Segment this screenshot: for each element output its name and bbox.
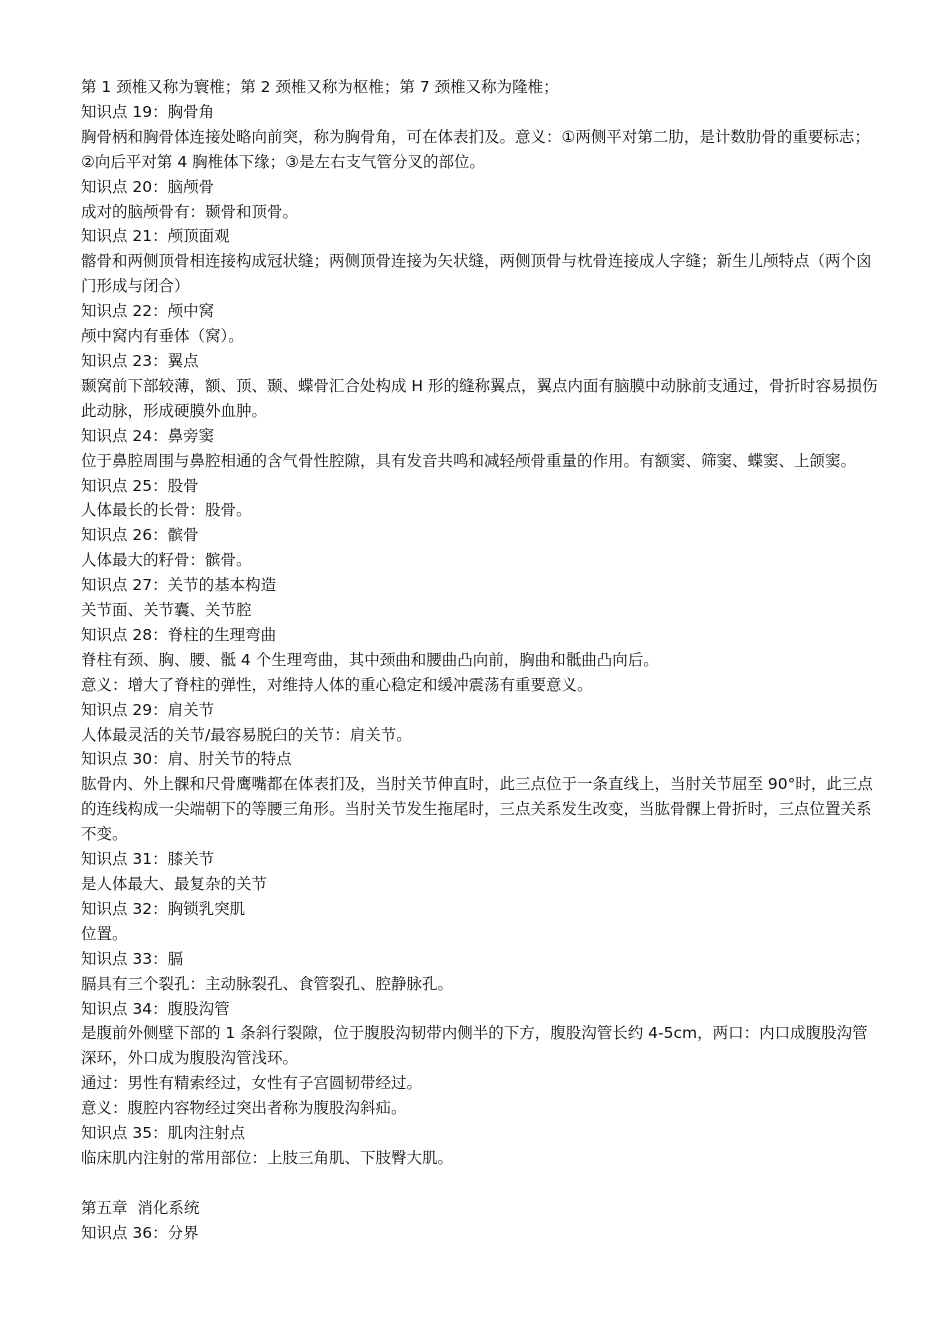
point-30 (81, 747, 881, 847)
point-body: 人体最长的长骨：股骨。 (81, 501, 252, 520)
point-32 (81, 897, 881, 947)
point-26 (81, 523, 881, 573)
point-24 (81, 424, 881, 474)
intro-text: 第 1 颈椎又称为寰椎；第 2 颈椎又称为枢椎；第 7 颈椎又称为隆椎； (81, 78, 559, 96)
point-body: 临床肌内注射的常用部位：上肢三角肌、下肢臀大肌。 (81, 1148, 454, 1167)
point-title: 知识点 30：肩、肘关节的特点 (81, 750, 292, 769)
point-body: 意义：增大了脊柱的弹性，对维持人体的重心稳定和缓冲震荡有重要意义。 (81, 675, 593, 694)
point-body: 通过：男性有精索经过，女性有子宫圆韧带经过。 (81, 1074, 423, 1093)
point-body: 脊柱有颈、胸、腰、骶 4 个生理弯曲，其中颈曲和腰曲凸向前，胸曲和骶曲凸向后。 (81, 650, 659, 669)
point-body: 位置。 (81, 924, 128, 943)
point-title: 知识点 24：鼻旁窦 (81, 426, 215, 445)
point-title: 知识点 25：股骨 (81, 476, 199, 495)
point-body: 位于鼻腔周围与鼻腔相通的含气骨性腔隙，具有发音共鸣和减轻颅骨重量的作用。有额窦、筛窦、蝶窦、上颌窦。 (81, 451, 857, 470)
point-25 (81, 474, 881, 524)
point-34 (81, 997, 881, 1122)
point-21 (81, 224, 881, 299)
point-title: 知识点 27：关节的基本构造 (81, 576, 277, 595)
point-33 (81, 947, 881, 997)
point-body: 成对的脑颅骨有：颞骨和顶骨。 (81, 202, 299, 221)
point-title: 知识点 20：脑颅骨 (81, 177, 215, 196)
point-20 (81, 175, 881, 225)
point-22 (81, 299, 881, 349)
point-title: 知识点 36：分界 (81, 1223, 199, 1242)
point-19 (81, 100, 881, 175)
point-title: 知识点 34：腹股沟管 (81, 999, 230, 1018)
point-title: 知识点 29：肩关节 (81, 700, 215, 719)
point-title: 知识点 26：髌骨 (81, 526, 199, 545)
point-title: 知识点 23：翼点 (81, 351, 199, 370)
point-title: 知识点 31：膝关节 (81, 850, 215, 869)
point-title: 知识点 22：颅中窝 (81, 302, 215, 321)
point-title: 知识点 32：胸锁乳突肌 (81, 899, 246, 918)
point-title: 知识点 21：颅顶面观 (81, 227, 230, 246)
document-page (81, 75, 881, 1246)
point-35 (81, 1121, 881, 1171)
point-23 (81, 349, 881, 424)
point-body: 人体最大的籽骨：髌骨。 (81, 551, 252, 570)
point-body: 是人体最大、最复杂的关节 (81, 875, 268, 893)
point-28 (81, 623, 881, 698)
point-body: 髂骨和两侧顶骨相连接构成冠状缝；两侧顶骨连接为矢状缝，两侧顶骨与枕骨连接成人字缝；新生儿颅特点（两个囟门形成与闭合） (81, 252, 872, 296)
point-body: 颞窝前下部较薄，额、顶、颞、蝶骨汇合处构成 H 形的缝称翼点，翼点内面有脑膜中动脉前支通过，骨折时容易损伤此动脉，形成硬膜外血肿。 (81, 376, 878, 420)
point-body: 意义：腹腔内容物经过突出者称为腹股沟斜疝。 (81, 1099, 407, 1118)
point-body: 人体最灵活的关节/最容易脱臼的关节：肩关节。 (81, 725, 412, 744)
point-body: 肱骨内、外上髁和尺骨鹰嘴都在体表扪及，当肘关节伸直时，此三点位于一条直线上，当肘关节屈至 90°时，此三点的连线构成一尖端朝下的等腰三角形。当肘关节发生拖尾时，三点关系发生改变，当肱骨髁上骨折时，三点位置关系不变。 (81, 775, 873, 844)
chapter-heading: 第五章 消化系统 (81, 1198, 200, 1217)
point-29 (81, 698, 881, 748)
point-title: 知识点 19：胸骨角 (81, 102, 215, 121)
point-27 (81, 573, 881, 623)
point-title: 知识点 35：肌肉注射点 (81, 1124, 246, 1143)
point-body: 胸骨柄和胸骨体连接处略向前突，称为胸骨角，可在体表扪及。意义：①两侧平对第二肋，是计数肋骨的重要标志；②向后平对第 4 胸椎体下缘；③是左右支气管分叉的部位。 (81, 127, 870, 171)
blank-line (81, 1171, 881, 1196)
point-body: 是腹前外侧壁下部的 1 条斜行裂隙，位于腹股沟韧带内侧半的下方，腹股沟管长约 4-5cm，两口：内口成腹股沟管深环，外口成为腹股沟管浅环。 (81, 1024, 868, 1068)
point-body: 颅中窝内有垂体（窝）。 (81, 327, 244, 346)
point-body: 关节面、关节囊、关节腔 (81, 601, 252, 620)
point-title: 知识点 33：膈 (81, 949, 184, 968)
point-body: 膈具有三个裂孔：主动脉裂孔、食管裂孔、腔静脉孔。 (81, 974, 454, 993)
point-title: 知识点 28：脊柱的生理弯曲 (81, 625, 277, 644)
point-31 (81, 847, 881, 897)
